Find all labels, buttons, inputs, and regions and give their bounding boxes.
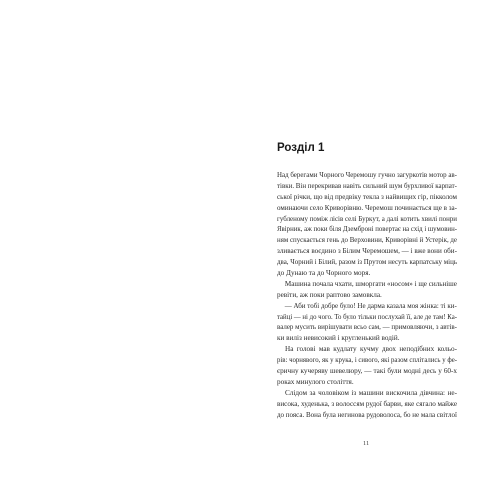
text-line: Явірник, аж поки біля Дземброні повертає на схід і шумовин- — [277, 225, 457, 234]
text-line: зливається воєдино з Білим Черемошем, — і вже вони оби- — [277, 247, 457, 256]
text-line: губленому поміж лісів селі Буркут, а далі котить хвилі понри — [277, 214, 457, 223]
text-line: ням спускається гень до Верховини, Криворівні й Устерік, де — [277, 236, 457, 245]
text-line: валер мусить вирішувати всьо сам, — примовляючи, з автів- — [277, 323, 457, 332]
text-line: висока, худенька, з волоссям рудої барви, яке сягало майже — [277, 399, 457, 408]
text-line: рів: чорнявого, як у крука, і сивого, які разом сплітались у фе- — [277, 356, 457, 365]
text-line: два, Чорний і Білий, разом із Прутом несуть карпатську міць — [277, 258, 457, 267]
text-line: ської річки, що від предвіку текла з найвищих гір, пікколом — [277, 192, 457, 201]
text-line: єричну кучеряву шевелюру, — такі були модні десь у 60-х — [277, 367, 457, 376]
text-line: ревіти, аж поки раптово замовкла. — [277, 290, 382, 299]
text-line: до Дунаю та до Чорного моря. — [277, 269, 371, 278]
text-line: На голові мав кудлату кучму двох неподібних кольо- — [285, 345, 457, 354]
text-line: тівки. Він перекривав навіть сильний шум бурхливої карпат- — [277, 181, 457, 190]
text-line: Машина почала чхати, шморгати «носом» і ще сильніше — [284, 279, 457, 288]
text-line: тайці — ні до чого. То було тільки послухай її, але де там! Ка- — [277, 312, 457, 321]
text-line: Над берегами Чорного Черемошу гучно загуркотів мотор ав- — [277, 171, 457, 179]
text-line: до пояса. Вона була негинова рудоволоса, бо не мала світлої — [277, 410, 457, 419]
text-line: ки виліз невисокий і кругленький водій. — [277, 334, 400, 343]
text-line: оминаючи село Криворівню. Черемош починається ще в за- — [277, 203, 457, 212]
text-line: роках минулого століття. — [277, 377, 354, 386]
text-line: — Аби тобі добре було! Не дарма казала моя жінка: ті ки- — [284, 301, 457, 310]
chapter-title: Розділ 1 — [277, 142, 325, 154]
page-number: 11 — [363, 440, 370, 447]
chapter-body — [277, 170, 457, 420]
text-line: Слідом за чоловіком із машини вискочила дівчина: не- — [285, 388, 457, 397]
